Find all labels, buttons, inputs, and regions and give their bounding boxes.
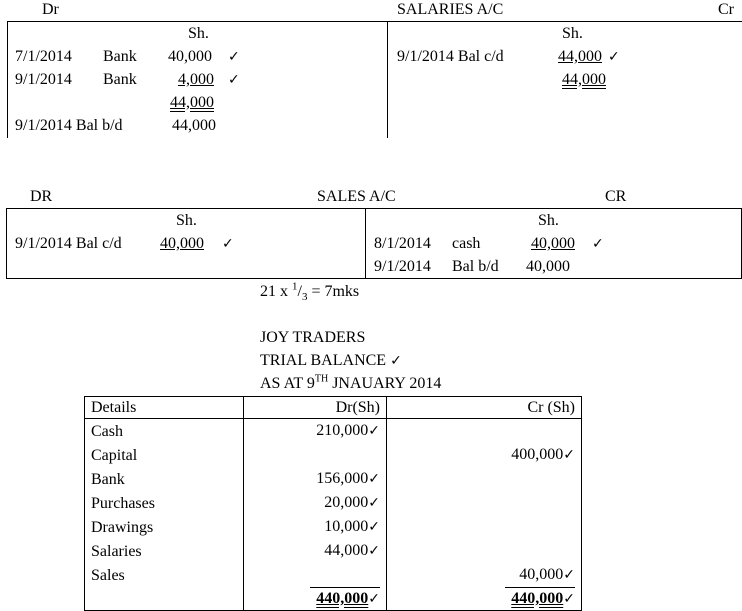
row-dr xyxy=(244,515,387,539)
table-row xyxy=(85,443,582,467)
row-details: Bank xyxy=(85,467,244,491)
salaries-cr-label: Cr xyxy=(718,1,734,18)
row-details: Capital xyxy=(85,443,244,467)
salaries-center-rule xyxy=(387,21,388,138)
sales-debit-amount: 40,000 xyxy=(160,235,204,252)
table-row xyxy=(85,539,582,563)
total-cr-wrap xyxy=(505,587,575,610)
salaries-top-rule xyxy=(7,21,742,22)
row-cr xyxy=(387,539,582,563)
check-icon: ✓ xyxy=(390,353,402,369)
marks-numerator: 1 xyxy=(292,280,298,293)
check-icon: ✓ xyxy=(368,519,380,535)
salaries-bal-bd-label: 9/1/2014 Bal b/d xyxy=(15,117,123,134)
row-details: Salaries xyxy=(85,539,244,563)
table-row xyxy=(85,515,582,539)
trial-balance-title xyxy=(260,352,402,370)
row-dr xyxy=(244,539,387,563)
row-dr xyxy=(244,467,387,491)
row-details: Drawings xyxy=(85,515,244,539)
check-icon: ✓ xyxy=(228,49,240,65)
row-cr xyxy=(387,515,582,539)
check-icon: ✓ xyxy=(368,543,380,559)
row-dr xyxy=(244,491,387,515)
row-details: Sales xyxy=(85,563,244,587)
sales-center-rule xyxy=(365,208,366,278)
total-cr-value: 440,000 xyxy=(511,590,564,607)
row-cr xyxy=(387,467,582,491)
salaries-debit-amount: 4,000 xyxy=(178,71,214,88)
check-icon: ✓ xyxy=(368,495,380,511)
check-icon: ✓ xyxy=(368,591,380,607)
header-details: Details xyxy=(85,397,244,419)
table-header-row xyxy=(85,397,582,419)
date-superscript: TH xyxy=(314,373,329,385)
salaries-cr-currency: Sh. xyxy=(562,25,583,42)
sales-cr-label: CR xyxy=(605,188,627,205)
table-total-row xyxy=(85,587,582,611)
header-cr: Cr (Sh) xyxy=(387,397,582,419)
check-icon: ✓ xyxy=(563,591,575,607)
total-dr-value: 440,000 xyxy=(316,590,369,607)
sales-cr-currency: Sh. xyxy=(538,212,559,229)
total-dr-wrap xyxy=(310,587,380,610)
check-icon: ✓ xyxy=(228,72,240,88)
salaries-debit-amount: 40,000 xyxy=(168,48,212,65)
table-row xyxy=(85,419,582,444)
salaries-debit-date: 7/1/2014 xyxy=(15,48,72,65)
salaries-debit-particular: Bank xyxy=(103,48,137,65)
row-dr-value: 20,000 xyxy=(324,494,369,511)
check-icon: ✓ xyxy=(592,236,604,252)
company-name: JOY TRADERS xyxy=(260,329,366,346)
row-details: Cash xyxy=(85,419,244,444)
salaries-debit-particular: Bank xyxy=(103,71,137,88)
salaries-dr-label: Dr xyxy=(42,1,59,18)
salaries-credit-label: 9/1/2014 Bal c/d xyxy=(397,48,504,65)
row-cr xyxy=(387,491,582,515)
row-cr xyxy=(387,443,582,467)
sales-credit-particular: cash xyxy=(452,235,481,252)
salaries-bal-bd-amount: 44,000 xyxy=(172,117,216,134)
salaries-left-rule xyxy=(7,21,8,138)
sales-dr-label: DR xyxy=(30,188,53,205)
sales-credit-particular: Bal b/d xyxy=(452,258,499,275)
trial-balance-table xyxy=(84,396,582,611)
row-dr xyxy=(244,419,387,444)
marks-formula: 21 x $^1/_3 = 7mks$ xyxy=(260,280,360,304)
marks-prefix: 21 x xyxy=(260,283,292,300)
total-cr xyxy=(387,587,582,611)
table-row xyxy=(85,467,582,491)
sales-credit-amount: 40,000 xyxy=(531,235,575,252)
row-dr xyxy=(244,443,387,467)
row-dr-value: 210,000 xyxy=(316,422,369,439)
check-icon: ✓ xyxy=(368,423,380,439)
sales-top-rule xyxy=(6,208,742,209)
header-dr: Dr(Sh) xyxy=(244,397,387,419)
trial-balance-title-text: TRIAL BALANCE xyxy=(260,352,387,369)
row-cr-value: 400,000 xyxy=(511,446,564,463)
total-details xyxy=(85,587,244,611)
row-dr-value: 156,000 xyxy=(316,470,369,487)
check-icon: ✓ xyxy=(563,567,575,583)
salaries-title: SALARIES A/C xyxy=(397,1,504,18)
salaries-dr-currency: Sh. xyxy=(188,25,209,42)
sales-left-rule xyxy=(6,208,7,278)
sales-bottom-rule xyxy=(6,278,742,279)
date-prefix: AS AT 9 xyxy=(260,375,315,392)
salaries-credit-amount: 44,000 xyxy=(558,48,602,65)
table-row xyxy=(85,491,582,515)
date-suffix: JNAUARY 2014 xyxy=(328,375,442,392)
row-cr-value: 40,000 xyxy=(519,566,564,583)
table-row xyxy=(85,563,582,587)
row-cr xyxy=(387,419,582,444)
sales-credit-date: 9/1/2014 xyxy=(374,258,431,275)
sales-credit-date: 8/1/2014 xyxy=(374,235,431,252)
sales-credit-amount: 40,000 xyxy=(526,258,570,275)
sales-title: SALES A/C xyxy=(317,188,396,205)
marks-suffix: = 7mks xyxy=(307,283,360,300)
check-icon: ✓ xyxy=(222,236,234,252)
salaries-debit-total: 44,000 xyxy=(170,94,214,111)
check-icon: ✓ xyxy=(563,447,575,463)
total-dr xyxy=(244,587,387,611)
sales-debit-label: 9/1/2014 Bal c/d xyxy=(15,235,122,252)
sales-dr-currency: Sh. xyxy=(176,212,197,229)
row-dr-value: 10,000 xyxy=(324,518,369,535)
row-details: Purchases xyxy=(85,491,244,515)
trial-balance-date xyxy=(260,375,441,393)
check-icon: ✓ xyxy=(608,49,620,65)
salaries-debit-date: 9/1/2014 xyxy=(15,71,72,88)
row-dr-value: 44,000 xyxy=(324,542,369,559)
marks-denominator: 3 xyxy=(301,291,308,304)
row-cr xyxy=(387,563,582,587)
check-icon: ✓ xyxy=(368,471,380,487)
row-dr xyxy=(244,563,387,587)
salaries-credit-total: 44,000 xyxy=(562,71,606,88)
